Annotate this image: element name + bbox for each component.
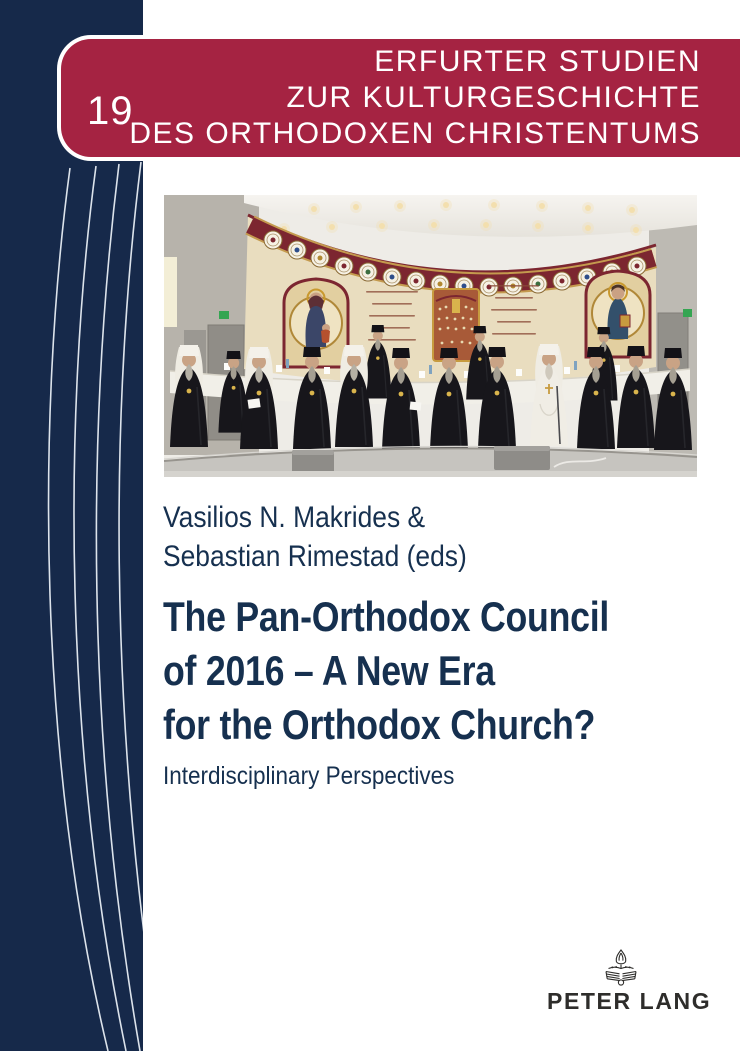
series-banner	[57, 35, 740, 161]
series-line: ERFURTER STUDIEN	[374, 45, 701, 78]
editor-line: Sebastian Rimestad (eds)	[163, 540, 467, 573]
cover-photo	[164, 195, 697, 477]
series-line: DES ORTHODOXEN CHRISTENTUMS	[129, 117, 701, 150]
council-photo-illustration	[164, 195, 697, 477]
series-line: ZUR KULTURGESCHICHTE	[286, 81, 701, 114]
book-title	[163, 590, 609, 752]
publisher-name: PETER LANG	[547, 988, 712, 1014]
series-number-badge: 19	[87, 89, 134, 133]
peter-lang-book-flame-icon	[603, 949, 639, 987]
christ-icon	[586, 271, 650, 357]
title-line: of 2016 – A New Era	[163, 647, 495, 694]
book-subtitle: Interdisciplinary Perspectives	[163, 762, 455, 790]
editors-names	[163, 498, 467, 576]
title-line: The Pan-Orthodox Council	[163, 593, 610, 640]
title-line: for the Orthodox Church?	[163, 701, 596, 748]
series-title	[61, 44, 740, 152]
editor-line: Vasilios N. Makrides &	[163, 501, 426, 534]
